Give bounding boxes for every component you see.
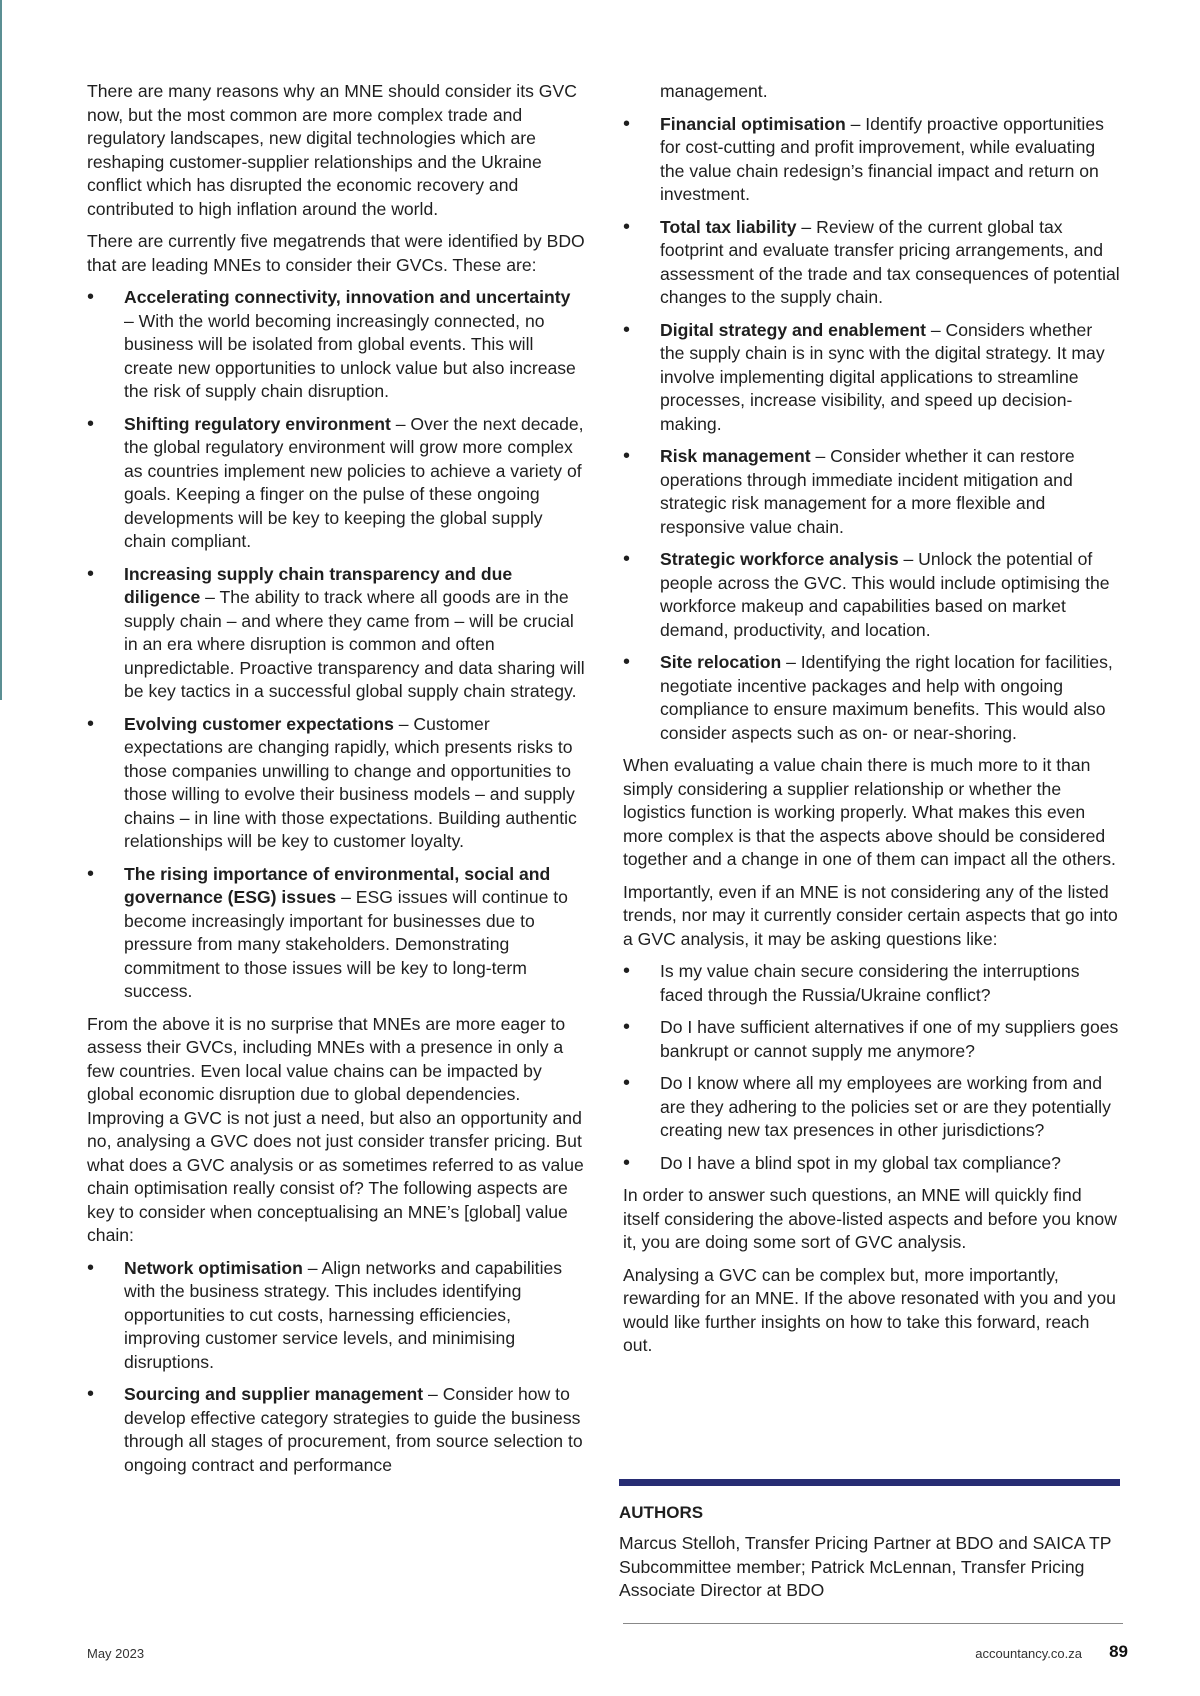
list-item bbox=[87, 286, 585, 404]
list-item bbox=[623, 445, 1121, 539]
list-item-text: – Over the next decade, the global regulatory environment will grow more complex as countries implement new policies to achieve a variety of goals. Keeping a finger on the pulse of these ongoing developments will be key to keeping the global supply chain compliant. bbox=[124, 413, 584, 551]
list-item-term: Accelerating connectivity, innovation and uncertainty bbox=[124, 287, 571, 307]
list-item bbox=[623, 651, 1121, 745]
aspects-list-right bbox=[623, 113, 1121, 746]
page-number: 89 bbox=[1109, 1642, 1128, 1661]
list-item-text: – Unlock the potential of people across the GVC. This would include optimising the workforce makeup and capabilities based on market demand, productivity, and location. bbox=[660, 549, 1110, 640]
body-paragraph-3: From the above it is no surprise that MNEs are more eager to assess their GVCs, including MNEs with a presence in only a few countries. Even local value chains can be impacted by global economic disruption due to global dependencies. Improving a GVC is not just a need, but also an opportunity and no, analysing a GVC does not just consider transfer pricing. But what does a GVC analysis or as sometimes referred to as value chain optimisation really consist of? The following aspects are key to consider when conceptualising an MNE’s [global] value chain: bbox=[87, 1013, 584, 1245]
list-item-term: Risk management bbox=[660, 446, 811, 466]
authors-divider bbox=[619, 1479, 1120, 1486]
footer-divider bbox=[623, 1623, 1123, 1624]
body-paragraph-6: In order to answer such questions, an MNE will quickly find itself considering the above-listed aspects and before you know it, you are doing some sort of GVC analysis. bbox=[623, 1185, 1117, 1252]
list-item-text: – Customer expectations are changing rapidly, which presents risks to those companies unwilling to change and opportunities to those willing to evolve their business models – and supply chains – in line with those expectations. Building authentic relationships will be key to customer loyalty. bbox=[124, 713, 577, 851]
list-item bbox=[87, 563, 585, 704]
list-item: • Do I have a blind spot in my global tax compliance? bbox=[623, 1152, 1121, 1176]
list-item-text: – The ability to track where all goods are in the supply chain – and where they came from – will be crucial in an era where disruption is common and often unpredictable. Proactive transparency and data sharing will be key tactics in a successful global supply chain strategy. bbox=[124, 587, 585, 701]
list-item bbox=[87, 1383, 585, 1477]
page-edge-line bbox=[0, 0, 2, 700]
list-item bbox=[623, 216, 1121, 310]
body-paragraph-7: Analysing a GVC can be complex but, more importantly, rewarding for an MNE. If the above resonated with you and you would like further insights on how to take this forward, reach out. bbox=[623, 1264, 1116, 1355]
megatrends-list bbox=[87, 286, 585, 1004]
list-item-text: – Align networks and capabilities with the business strategy. This includes identifying opportunities to cut costs, harnessing efficiencies, improving customer service levels, and minimising disruptions. bbox=[124, 1257, 563, 1372]
list-item-term: Sourcing and supplier management bbox=[124, 1384, 424, 1404]
list-item-term: Shifting regulatory environment bbox=[124, 413, 391, 434]
list-item-term: Site relocation bbox=[660, 652, 782, 672]
list-item-term: Financial optimisation bbox=[660, 113, 846, 134]
list-item-text: – With the world becoming increasingly connected, no business will be isolated from global events. This will create new opportunities to unlock value but also increase the risk of supply chain disruption. bbox=[124, 310, 576, 401]
list-item-term: Total tax liability bbox=[660, 216, 797, 237]
authors-text: Marcus Stelloh, Transfer Pricing Partner at BDO and SAICA TP Subcommittee member; Patrick McLennan, Transfer Pricing Associate Director at BDO bbox=[619, 1533, 1112, 1600]
list-item-text: – Identifying the right location for facilities, negotiate incentive packages and help with ongoing compliance to ensure maximum benefits. This would also consider aspects such as on- or near-shoring. bbox=[660, 652, 1113, 743]
list-item bbox=[87, 413, 585, 554]
list-item-text: – Consider whether it can restore operations through immediate incident mitigation and strategic risk management for a more flexible and responsive value chain. bbox=[660, 446, 1075, 537]
right-column bbox=[623, 80, 1121, 1367]
left-column bbox=[87, 80, 585, 1486]
footer-site: accountancy.co.za bbox=[975, 1646, 1082, 1661]
body-paragraph-4: When evaluating a value chain there is much more to it than simply considering a supplier relationship or whether the logistics function is working properly. What makes this even more complex is that the aspects above should be considered together and a change in one of them can impact all the others. bbox=[623, 755, 1116, 869]
list-item-term: Network optimisation bbox=[124, 1257, 303, 1278]
footer-date: May 2023 bbox=[87, 1646, 145, 1661]
list-item-text: – ESG issues will continue to become increasingly important for businesses due to pressure from many stakeholders. Demonstrating commitment to those issues will be key to long-term success. bbox=[124, 887, 568, 1001]
questions-list bbox=[623, 960, 1121, 1175]
list-item bbox=[623, 548, 1121, 642]
list-item-term: Increasing supply chain transparency and due diligence bbox=[124, 563, 513, 607]
list-item bbox=[87, 863, 585, 1004]
list-item bbox=[623, 319, 1121, 437]
list-item: • Is my value chain secure considering the interruptions faced through the Russia/Ukraine conflict? bbox=[623, 960, 1121, 1007]
list-item: • Do I have sufficient alternatives if one of my suppliers goes bankrupt or cannot supply me anymore? bbox=[623, 1016, 1121, 1063]
list-item bbox=[623, 113, 1121, 207]
list-item-continuation: management. bbox=[660, 81, 768, 101]
list-item-text: – Identify proactive opportunities for cost-cutting and profit improvement, while evaluating the value chain redesign’s financial impact and return on investment. bbox=[660, 113, 1104, 204]
list-item-term: Evolving customer expectations bbox=[124, 713, 394, 734]
body-paragraph-5: Importantly, even if an MNE is not considering any of the listed trends, nor may it currently consider certain aspects that go into a GVC analysis, it may be asking questions like: bbox=[623, 881, 1118, 949]
list-item-text: – Review of the current global tax footprint and evaluate transfer pricing arrangements, and assessment of the trade and tax consequences of potential changes to the supply chain. bbox=[660, 216, 1120, 307]
list-item-term: Strategic workforce analysis bbox=[660, 549, 899, 569]
list-item: • Do I know where all my employees are working from and are they adhering to the policies set or are they potentially creating new tax presences in other jurisdictions? bbox=[623, 1072, 1121, 1143]
list-item-term: Digital strategy and enablement bbox=[660, 319, 926, 340]
list-item-text: – Considers whether the supply chain is in sync with the digital strategy. It may involve implementing digital applications to streamline processes, increase visibility, and speed up decision-making. bbox=[660, 319, 1105, 434]
list-item-text: – Consider how to develop effective category strategies to guide the business through all stages of procurement, from source selection to ongoing contract and performance bbox=[124, 1384, 583, 1475]
list-item bbox=[87, 1257, 585, 1375]
aspects-list-left bbox=[87, 1257, 585, 1478]
list-item bbox=[87, 713, 585, 854]
authors-heading: AUTHORS bbox=[619, 1503, 704, 1522]
list-item-term: The rising importance of environmental, social and governance (ESG) issues bbox=[124, 863, 551, 907]
intro-paragraph-2: There are currently five megatrends that were identified by BDO that are leading MNEs to consider their GVCs. These are: bbox=[87, 231, 585, 275]
intro-paragraph-1: There are many reasons why an MNE should consider its GVC now, but the most common are more complex trade and regulatory landscapes, new digital technologies which are reshaping customer-supplier relationships and the Ukraine conflict which has disrupted the economic recovery and contributed to high inflation around the world. bbox=[87, 81, 577, 219]
